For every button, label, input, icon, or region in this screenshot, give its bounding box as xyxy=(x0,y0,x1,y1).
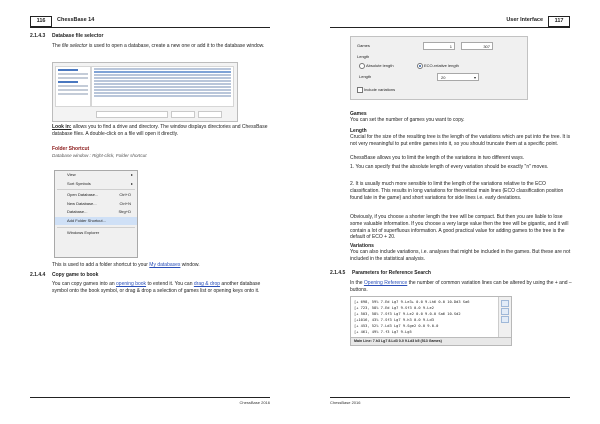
opening-tree-screenshot xyxy=(350,296,512,346)
section-number: 2.1.4.4 xyxy=(30,272,46,278)
games-from-field[interactable]: 1 xyxy=(423,42,455,50)
length-list-item-1: 1. You can specify that the absolute length of every variation should be exactly "n" moves. xyxy=(350,164,549,170)
include-variations-checkbox[interactable] xyxy=(357,87,363,93)
shortcut-label: Strg+D xyxy=(118,209,131,215)
games-to-field[interactable]: 307 xyxy=(461,42,493,50)
tree-tool-button[interactable] xyxy=(501,316,509,323)
tree-row[interactable]: [+ 723, 58% 7.Ed Lg7 9.Sf3 0-0 9.Le2 xyxy=(354,306,434,310)
section-heading xyxy=(30,272,270,279)
folder-shortcut-path: Database window : Right-click, Folder shortcut xyxy=(52,153,147,158)
section-title: Parameters for Reference Search xyxy=(352,270,431,276)
folder-shortcut-note: This is used to add a folder shortcut to your My databases window. xyxy=(52,262,200,268)
tree-row[interactable]: [+ 453, 52% 7.Ld3 Lg7 9.Sge2 0-0 9.0-0 xyxy=(354,324,439,328)
absolute-length-label: Absolute length xyxy=(366,63,394,68)
menu-separator xyxy=(57,227,135,228)
chevron-right-icon: ▸ xyxy=(130,180,133,186)
context-menu-item[interactable]: Sort Symbols ▸ xyxy=(55,180,137,189)
variations-heading: Variations xyxy=(350,243,374,249)
copy-game-paragraph: You can copy games into an opening book to extend it. You can drag & drop another database symbol onto the book symbol, or drag & drop a selection of games list or opening keys onto it. xyxy=(52,281,261,294)
length-dropdown[interactable]: 20 ▾ xyxy=(437,73,479,81)
tree-toolbar xyxy=(498,297,511,338)
folder-shortcut-heading: Folder Shortcut xyxy=(52,146,90,152)
page-header xyxy=(330,16,570,28)
tree-row[interactable]: [+ 698, 59% 7.Ed Lg7 9.Le3+ 0-0 9.Lh6 0-0 10.Dd3 Sa6 xyxy=(354,300,470,304)
page-footer xyxy=(330,397,570,406)
page-footer xyxy=(30,397,270,406)
games-heading: Games xyxy=(350,111,367,117)
shortcut-label: Ctrl+O xyxy=(119,192,131,198)
page-header xyxy=(30,16,270,28)
footer-text: ChessBase 2016 xyxy=(330,400,361,405)
context-menu-item[interactable]: Windows Explorer xyxy=(67,229,100,235)
plus-button[interactable] xyxy=(501,300,509,307)
length-group-label: Length xyxy=(357,54,370,59)
variations-text: You can also include variations, i.e. analyses that might be included in the games. But these are not included in the statistical analysis. xyxy=(350,249,571,262)
copy-options-dialog xyxy=(350,36,528,100)
length-heading: Length xyxy=(350,128,367,134)
eco-length-label: ECO-relative length xyxy=(424,63,459,68)
page-number: 117 xyxy=(548,16,570,27)
games-text: You can set the number of games you want to copy. xyxy=(350,117,465,123)
dialog-bottom-bar xyxy=(56,110,234,118)
context-menu-item[interactable]: New Database... Ctrl+N xyxy=(55,200,137,209)
database-context-menu xyxy=(54,170,138,258)
tree-row[interactable]: [+ 461, 49% 7.f3 Lg7 9.Lg5 xyxy=(354,330,412,334)
file-selector-screenshot xyxy=(52,62,238,122)
length-text: Crucial for the size of the resulting tree is the length of the variations which are put into the tree. It is not very meaningful to put entire games into it, so you should truncate them at a specific point. xyxy=(350,134,571,147)
file-list-panel xyxy=(91,66,234,107)
drag-drop-link[interactable]: drag & drop xyxy=(193,281,221,287)
eco-length-radio[interactable] xyxy=(417,63,423,69)
section-title: Copy game to book xyxy=(52,272,99,278)
section-number: 2.1.4.5 xyxy=(330,270,346,276)
absolute-length-radio[interactable] xyxy=(359,63,365,69)
minus-button[interactable] xyxy=(501,308,509,315)
header-title: ChessBase 14 xyxy=(57,17,95,23)
intro-paragraph: The file selector is used to open a database, create a new one or add it to the database window. xyxy=(52,43,265,49)
look-in-paragraph: Look in: allows you to find a drive and directory. The window displays directories and ChessBase database files. A double-click on a file will open it directly. xyxy=(52,124,268,137)
footer-text: ChessBase 2016 xyxy=(239,400,270,405)
obvious-paragraph: Obviously, if you choose a shorter length the tree will be compact. But then you are liable to lose some valuable information. If you choose a very large value then the tree will be gigantic, and it will contain a lot of superfluous information. A good practical value for adding games to the tree is the default of ECO + 20. xyxy=(350,214,569,241)
length-label: Length xyxy=(359,74,372,79)
context-menu-item[interactable]: Open Database... Ctrl+O xyxy=(55,191,137,200)
reference-search-paragraph: In the Opening Reference the number of common variation lines can be altered by using the + and – buttons. xyxy=(350,280,572,293)
include-variations-label: Include variations xyxy=(364,87,396,92)
section-heading xyxy=(30,33,270,40)
context-menu-item[interactable]: View ▸ xyxy=(55,171,137,180)
look-in-term: Look in: xyxy=(52,124,72,130)
length-text-2: ChessBase allows you to limit the length of the variations in two different ways. xyxy=(350,155,525,161)
games-label: Games xyxy=(357,43,370,48)
opening-reference-link[interactable]: Opening Reference xyxy=(363,280,408,286)
length-list-item-2: 2. It is usually much more sensible to limit the length of the variations relative to the ECO classification. This results in long variations for theoretical main lines (ECO classification position found late in the game) and short variations for side lines i.e. early deviations. xyxy=(350,181,564,201)
main-line-bar: Main Line: 7.h3 Lg7 8.Ld3 0-0 9.Ld3 b5 (513 Games) xyxy=(351,337,511,345)
tree-row[interactable]: [+1016, 43% 7.Sf3 Lg7 9.h3 0-0 9.Ld3 xyxy=(354,318,434,322)
chevron-right-icon: ▸ xyxy=(130,172,133,177)
tree-row[interactable]: [+ 503, 58% 7.Sf3 Lg7 9.Le2 0-0 9.0-0 Sa6 10.Sd2 xyxy=(354,312,461,316)
file-selector-term: file selector xyxy=(62,43,88,49)
header-title: User Interface xyxy=(506,17,543,23)
section-heading xyxy=(330,270,570,277)
section-number: 2.1.4.3 xyxy=(30,33,46,39)
right-page xyxy=(300,0,600,424)
folder-tree-panel xyxy=(55,66,91,107)
menu-separator xyxy=(57,189,135,190)
my-databases-link[interactable]: My databases xyxy=(149,262,181,268)
chevron-down-icon: ▾ xyxy=(473,74,476,80)
context-menu-item[interactable]: Add Folder Shortcut... xyxy=(55,217,137,226)
section-title: Database file selector xyxy=(52,33,104,39)
context-menu-item[interactable]: Database... Strg+D xyxy=(55,208,137,217)
page-number: 116 xyxy=(30,16,52,27)
shortcut-label: Ctrl+N xyxy=(119,200,131,206)
opening-book-link[interactable]: opening book xyxy=(116,281,147,287)
